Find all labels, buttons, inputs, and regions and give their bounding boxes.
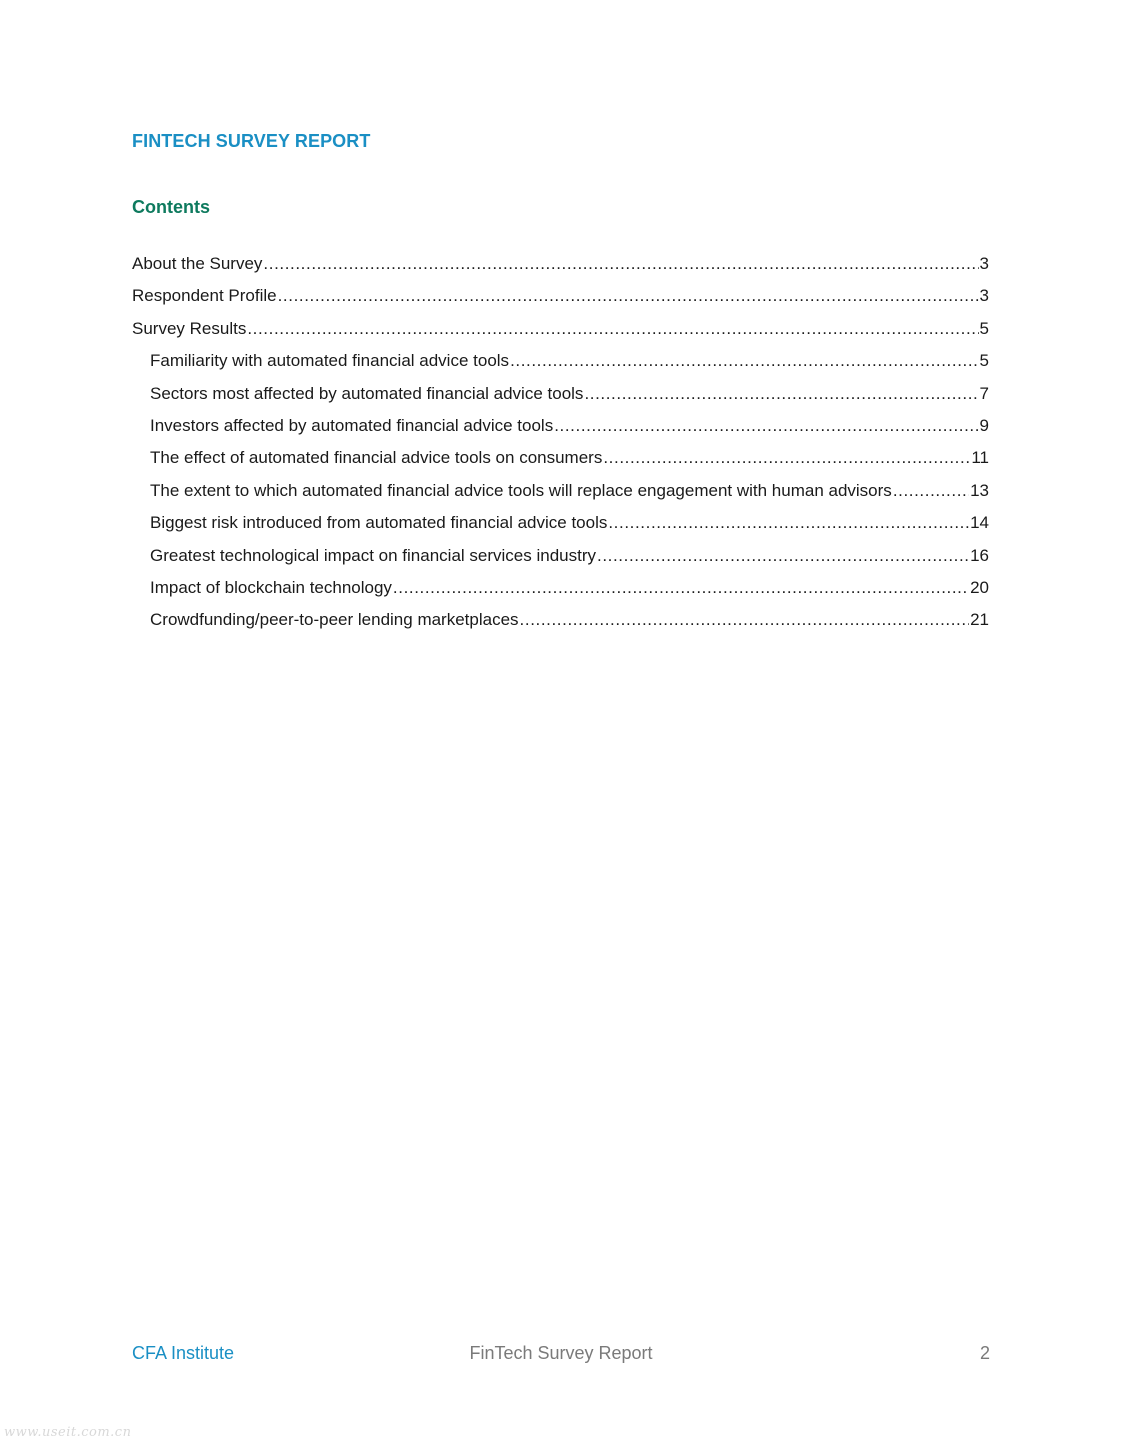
toc-dot-leader xyxy=(893,479,969,503)
toc-entry-label: The extent to which automated financial advice tools will replace engagement with human advisors xyxy=(150,480,892,500)
toc-entry-page: 3 xyxy=(979,286,989,306)
site-watermark: www.useit.com.cn xyxy=(4,1425,132,1440)
toc-entry-effect-on-consumers[interactable] xyxy=(132,446,989,478)
toc-entry-page: 21 xyxy=(970,610,989,630)
toc-entry-biggest-risk[interactable] xyxy=(132,511,989,543)
toc-dot-leader xyxy=(510,349,978,373)
toc-entry-survey-results[interactable] xyxy=(132,317,989,349)
toc-entry-page: 5 xyxy=(979,351,989,371)
toc-entry-familiarity[interactable] xyxy=(132,349,989,381)
toc-dot-leader xyxy=(608,511,969,535)
toc-dot-leader xyxy=(584,382,978,406)
toc-entry-page: 13 xyxy=(970,480,989,500)
toc-dot-leader xyxy=(247,317,978,341)
toc-entry-label: Impact of blockchain technology xyxy=(150,577,392,597)
toc-entry-label: Crowdfunding/peer-to-peer lending marketplaces xyxy=(150,610,519,630)
toc-entry-label: Biggest risk introduced from automated financial advice tools xyxy=(150,513,608,533)
report-title: FINTECH SURVEY REPORT xyxy=(132,131,371,151)
toc-entry-page: 16 xyxy=(970,545,989,565)
footer-organization: CFA Institute xyxy=(132,1343,235,1363)
toc-entry-page: 14 xyxy=(970,513,989,533)
toc-entry-replace-human-advisors[interactable] xyxy=(132,479,989,511)
toc-entry-page: 7 xyxy=(979,383,989,403)
toc-entry-label: Sectors most affected by automated financial advice tools xyxy=(150,383,584,403)
toc-dot-leader xyxy=(393,576,969,600)
toc-dot-leader xyxy=(263,252,978,276)
toc-entry-label: Respondent Profile xyxy=(132,286,277,306)
toc-entry-about-the-survey[interactable] xyxy=(132,252,989,284)
toc-entry-sectors-affected[interactable] xyxy=(132,382,989,414)
toc-entry-page: 20 xyxy=(970,577,989,597)
toc-entry-label: About the Survey xyxy=(132,254,263,273)
page-footer xyxy=(132,1343,990,1367)
toc-entry-page: 3 xyxy=(979,254,989,273)
toc-entry-label: Familiarity with automated financial advice tools xyxy=(150,351,510,371)
toc-entry-label: Survey Results xyxy=(132,318,247,338)
toc-entry-page: 9 xyxy=(979,415,989,435)
toc-entry-page: 11 xyxy=(971,448,989,468)
contents-heading: Contents xyxy=(132,197,210,217)
toc-dot-leader xyxy=(554,414,978,438)
toc-dot-leader xyxy=(520,608,970,632)
toc-entry-label: The effect of automated financial advice tools on consumers xyxy=(150,448,603,468)
table-of-contents xyxy=(132,252,989,641)
toc-entry-label: Greatest technological impact on financial services industry xyxy=(150,545,596,565)
footer-document-title: FinTech Survey Report xyxy=(469,1343,653,1363)
toc-entry-page: 5 xyxy=(979,318,989,338)
footer-page-number: 2 xyxy=(979,1343,990,1363)
toc-entry-crowdfunding[interactable] xyxy=(132,608,989,640)
toc-dot-leader xyxy=(278,284,979,308)
toc-entry-investors-affected[interactable] xyxy=(132,414,989,446)
toc-entry-technological-impact[interactable] xyxy=(132,544,989,576)
toc-entry-respondent-profile[interactable] xyxy=(132,284,989,316)
toc-entry-blockchain[interactable] xyxy=(132,576,989,608)
toc-dot-leader xyxy=(603,446,970,470)
toc-entry-label: Investors affected by automated financial advice tools xyxy=(150,415,554,435)
toc-dot-leader xyxy=(597,544,969,568)
